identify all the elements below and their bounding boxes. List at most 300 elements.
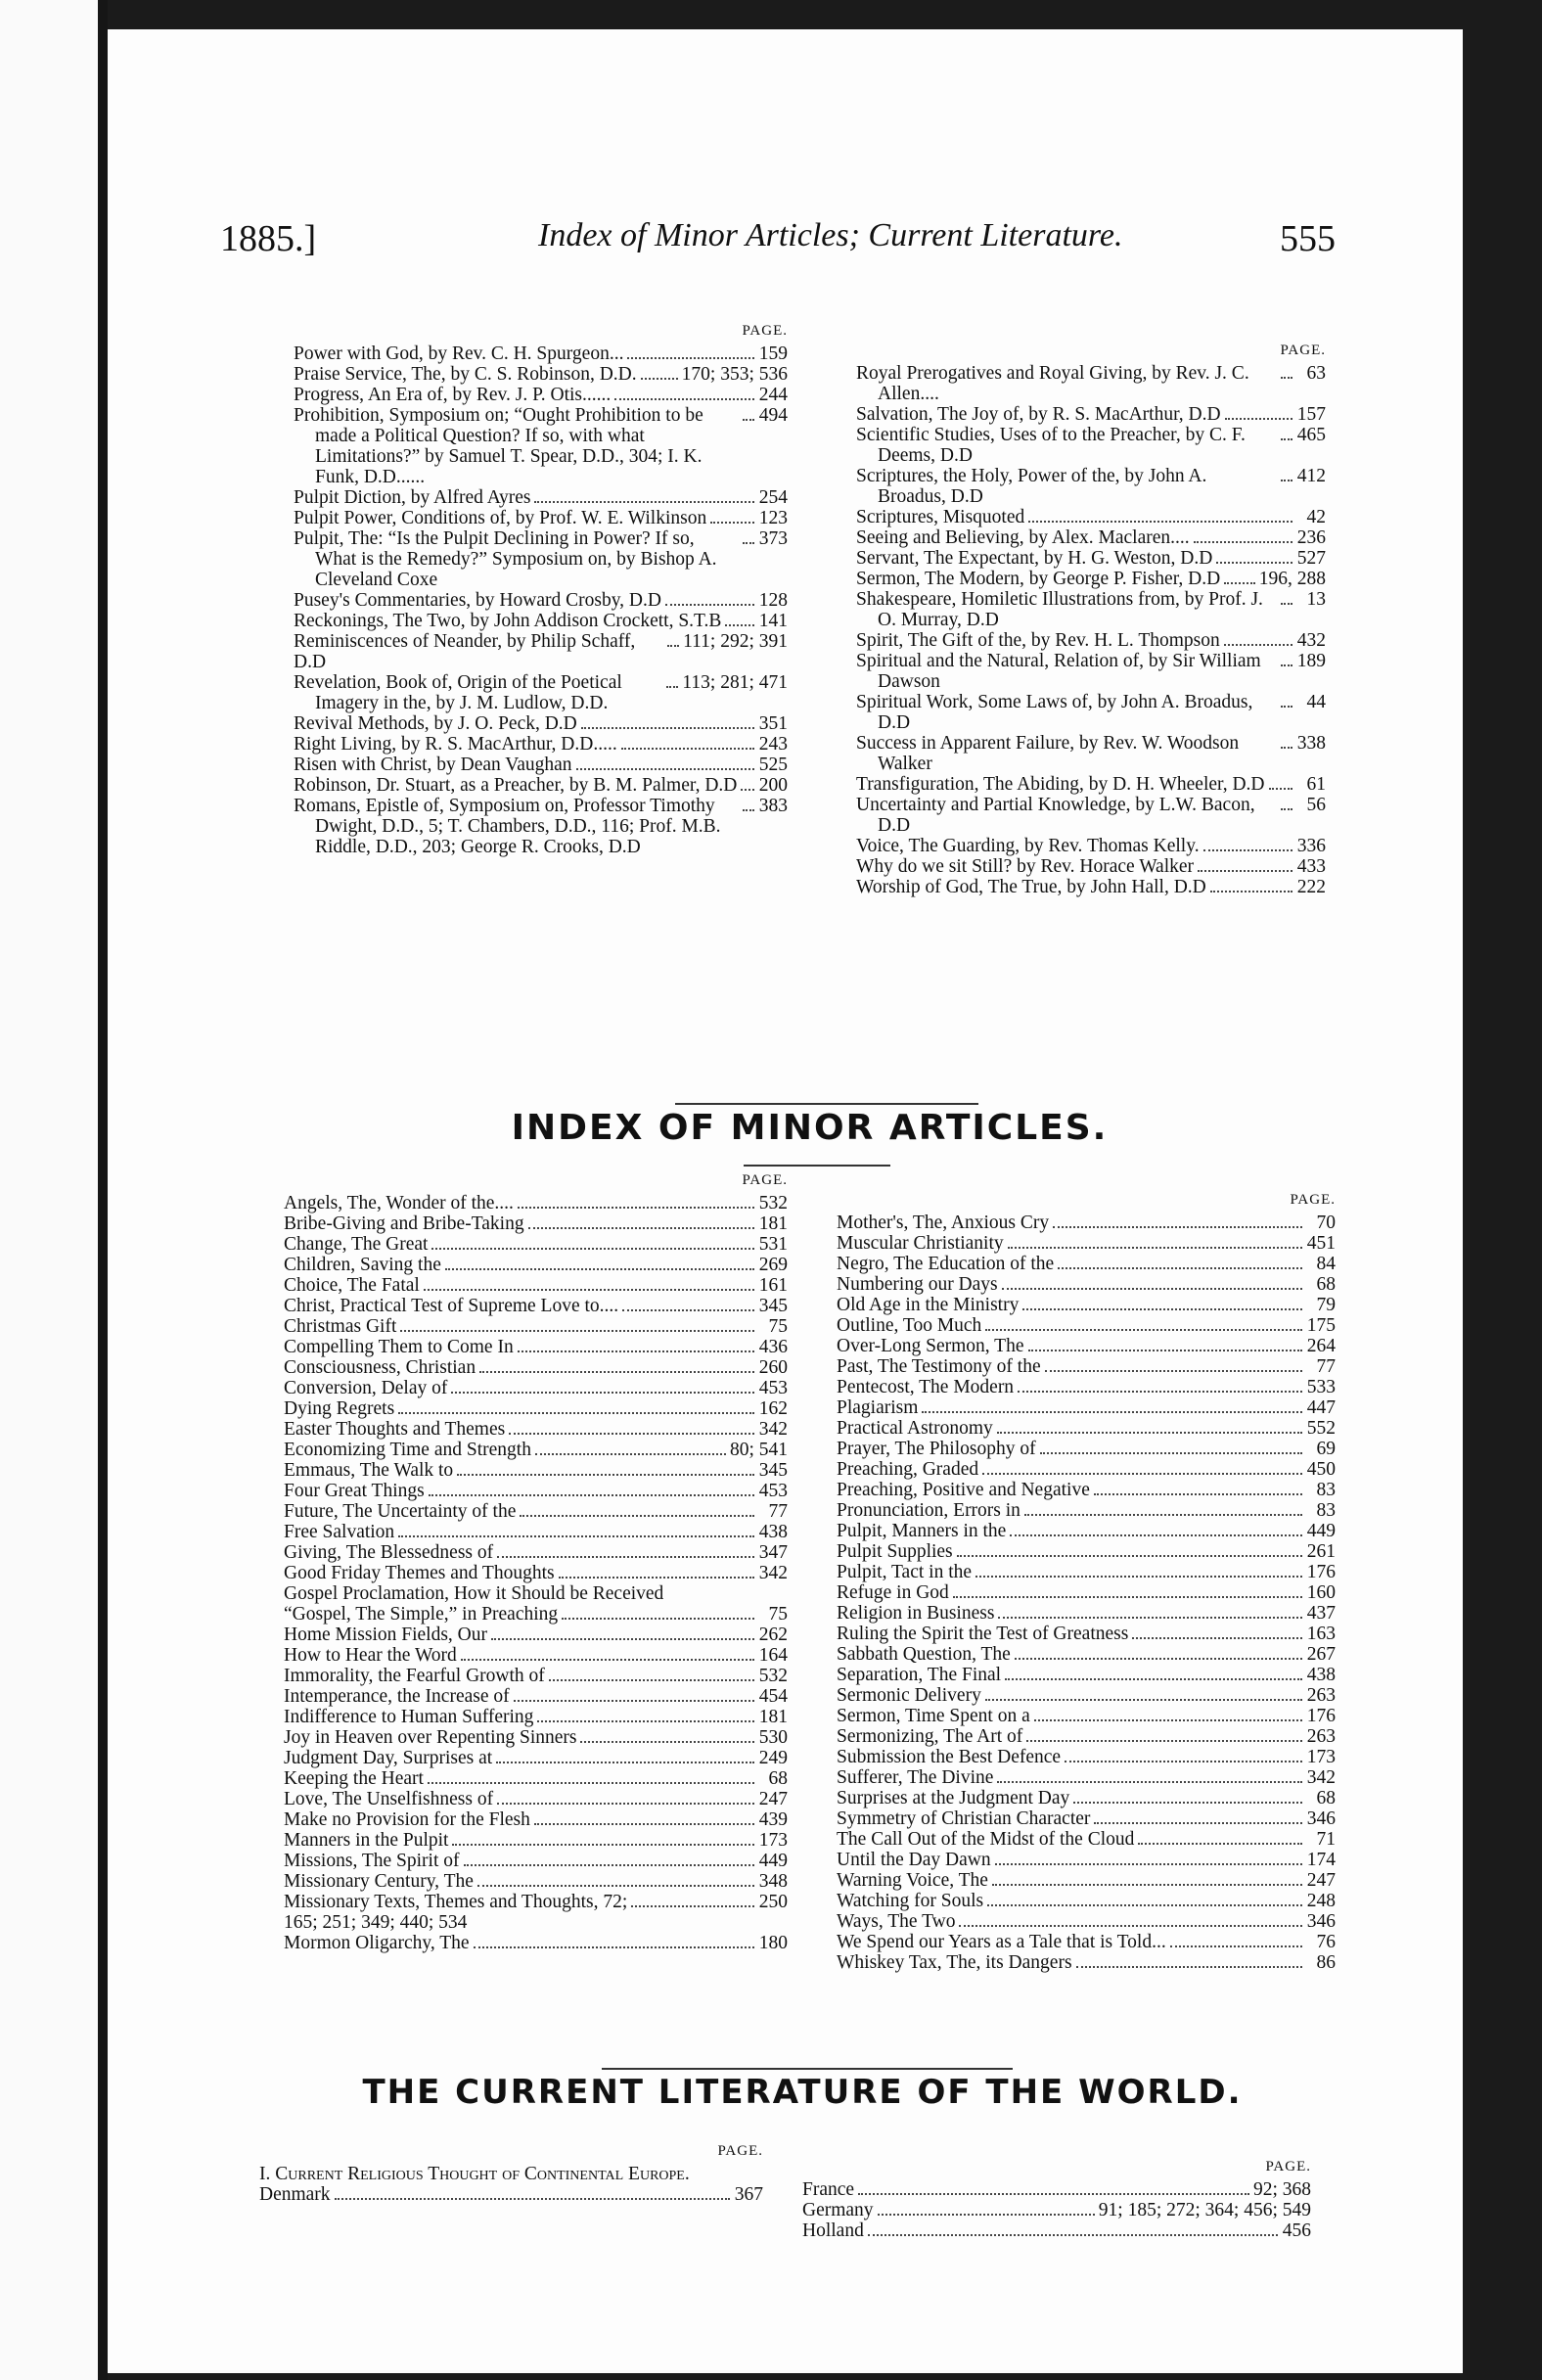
dot-leader	[1018, 1391, 1302, 1393]
entry-title: Angels, The, Wonder of the....	[284, 1193, 514, 1213]
entry-page-ref: 77	[1316, 1356, 1336, 1377]
entry-title: Transfiguration, The Abiding, by D. H. Wheeler, D.D	[856, 774, 1265, 795]
dot-leader	[428, 1782, 754, 1784]
index-entry	[837, 1726, 1336, 1747]
index-entry	[284, 1378, 788, 1398]
entry-page-ref: 91; 185; 272; 364; 456; 549	[1098, 2200, 1311, 2220]
section-rule	[744, 1165, 890, 1167]
dot-leader	[479, 1371, 754, 1373]
entry-title: Seeing and Believing, by Alex. Maclaren....	[856, 527, 1190, 548]
dot-leader	[666, 686, 678, 688]
entry-title: Conversion, Delay of	[284, 1378, 448, 1398]
entry-page-ref: 263	[1306, 1726, 1336, 1747]
index-entry	[284, 1892, 788, 1912]
index-entry	[284, 1255, 788, 1275]
dot-leader	[445, 1268, 754, 1270]
entry-title: Prohibition, Symposium on; “Ought Prohibition to be made a Political Question? If so, with what Limitations?” by Samuel T. Spear, D.D., 304; I. K. Funk, D.D......	[294, 405, 703, 487]
entry-page-ref: 196, 288	[1258, 569, 1326, 589]
entry-page-ref: 181	[758, 1707, 788, 1727]
dot-leader	[1076, 1966, 1302, 1968]
entry-page-ref: 173	[1306, 1747, 1336, 1767]
page-column-label: PAGE.	[742, 1172, 788, 1188]
entry-title: Pulpit, The: “Is the Pulpit Declining in Power? If so, What is the Remedy?” Symposium on, by Bishop A. Cleveland Coxe	[294, 528, 717, 590]
dot-leader	[614, 398, 754, 400]
index-entry	[284, 1625, 788, 1645]
entry-page-ref: 532	[758, 1193, 788, 1213]
entry-title: Past, The Testimony of the	[837, 1356, 1041, 1377]
entry-list	[856, 363, 1326, 897]
dot-leader	[627, 357, 754, 359]
entry-page-ref: 451	[1306, 1233, 1336, 1254]
entry-title: Pulpit, Manners in the	[837, 1521, 1007, 1541]
entry-title: Sufferer, The Divine	[837, 1767, 994, 1788]
index-entry	[294, 713, 788, 734]
index-entry	[284, 1337, 788, 1357]
index-entry	[837, 1500, 1336, 1521]
entry-page-ref: 348	[758, 1871, 788, 1892]
index-entry	[837, 1788, 1336, 1808]
dot-leader	[1132, 1637, 1302, 1639]
index-entry	[284, 1213, 788, 1234]
dot-leader	[953, 1596, 1302, 1598]
entry-title: Immorality, the Fearful Growth of	[284, 1666, 545, 1686]
index-entry	[856, 630, 1326, 651]
entry-page-ref: 69	[1316, 1439, 1336, 1459]
index-entry	[284, 1275, 788, 1296]
entry-page-ref: 525	[758, 755, 788, 775]
dot-leader	[1024, 1514, 1302, 1516]
entry-page-ref: 222	[1296, 877, 1326, 897]
entry-title: Spirit, The Gift of the, by Rev. H. L. Thompson	[856, 630, 1220, 651]
dot-leader	[1203, 849, 1293, 851]
dot-leader	[1008, 1247, 1302, 1249]
upper-left-column	[294, 323, 788, 857]
index-entry	[284, 1481, 788, 1501]
dot-leader	[1225, 418, 1293, 420]
entry-title: Missions, The Spirit of	[284, 1851, 460, 1871]
dot-leader	[1269, 788, 1293, 790]
dot-leader	[464, 1864, 755, 1866]
index-entry	[284, 1830, 788, 1851]
dot-leader	[457, 1474, 754, 1476]
page-column-label: PAGE.	[1265, 2159, 1311, 2174]
dot-leader	[496, 1762, 754, 1763]
entry-page-ref: 83	[1316, 1480, 1336, 1500]
entry-page-ref: 346	[1306, 1911, 1336, 1932]
index-entry	[294, 734, 788, 755]
entry-title: Warning Voice, The	[837, 1870, 988, 1891]
dot-leader	[514, 1700, 754, 1702]
entry-title: I. Current Religious Thought of Continental Europe.	[259, 2164, 690, 2184]
dot-leader	[1224, 644, 1293, 646]
index-entry	[837, 1295, 1336, 1315]
dot-leader	[1005, 1678, 1302, 1680]
index-entry	[294, 631, 788, 672]
section-rule	[675, 1103, 978, 1105]
dot-leader	[528, 1227, 754, 1229]
dot-leader	[1281, 706, 1293, 708]
index-entry	[837, 1377, 1336, 1397]
entry-title: Compelling Them to Come In	[284, 1337, 514, 1357]
index-entry	[284, 1707, 788, 1727]
entry-page-ref: 157	[1296, 404, 1326, 425]
entry-page-ref: 248	[1306, 1891, 1336, 1911]
index-entry	[294, 672, 788, 713]
entry-page-ref: 75	[768, 1604, 788, 1625]
index-entry	[284, 1563, 788, 1583]
dot-leader	[580, 1741, 754, 1743]
entry-page-ref: 373	[758, 528, 788, 549]
entry-page-ref: 244	[758, 385, 788, 405]
index-entry	[856, 692, 1326, 733]
entry-page-ref: 141	[758, 611, 788, 631]
index-entry	[837, 1480, 1336, 1500]
dot-leader	[1281, 808, 1293, 810]
index-entry	[856, 507, 1326, 527]
entry-title: Dying Regrets	[284, 1398, 395, 1419]
dot-leader	[878, 2214, 1095, 2216]
page-column-label: PAGE.	[1290, 1192, 1336, 1208]
entry-title: Salvation, The Joy of, by R. S. MacArthur, D.D	[856, 404, 1221, 425]
entry-title: Revelation, Book of, Origin of the Poetical Imagery in the, by J. M. Ludlow, D.D.	[294, 672, 622, 713]
entry-page-ref: 175	[1306, 1315, 1336, 1336]
index-entry	[837, 1336, 1336, 1356]
dot-leader	[1022, 1308, 1302, 1310]
dot-leader	[1198, 870, 1293, 872]
index-entry	[837, 1644, 1336, 1665]
index-entry	[837, 1747, 1336, 1767]
dot-leader	[998, 1617, 1302, 1619]
entry-title: Sabbath Question, The	[837, 1644, 1011, 1665]
index-entry	[837, 1829, 1336, 1850]
dot-leader	[398, 1535, 754, 1537]
entry-title: We Spend our Years as a Tale that is Told...	[837, 1932, 1166, 1952]
index-entry	[837, 1233, 1336, 1254]
index-entry	[856, 404, 1326, 425]
entry-page-ref: 83	[1316, 1500, 1336, 1521]
entry-list	[802, 2179, 1311, 2241]
entry-title: Pulpit Power, Conditions of, by Prof. W. E. Wilkinson	[294, 508, 707, 528]
entry-page-ref: 113; 281; 471	[682, 672, 788, 693]
entry-title: Risen with Christ, by Dean Vaughan	[294, 755, 572, 775]
index-entry	[802, 2200, 1311, 2220]
index-entry	[284, 1666, 788, 1686]
index-entry	[837, 1459, 1336, 1480]
entry-title: Success in Apparent Failure, by Rev. W. Woodson Walker	[856, 733, 1240, 774]
dot-leader	[576, 768, 754, 770]
entry-title: Royal Prerogatives and Royal Giving, by Rev. J. C. Allen....	[856, 363, 1249, 404]
entry-title: Robinson, Dr. Stuart, as a Preacher, by B. M. Palmer, D.D	[294, 775, 738, 796]
index-entry	[856, 527, 1326, 548]
dot-leader	[518, 1350, 754, 1352]
dot-leader	[1281, 377, 1293, 379]
entry-title: Practical Astronomy	[837, 1418, 993, 1439]
dot-leader	[985, 1699, 1302, 1701]
dot-leader	[452, 1844, 754, 1846]
entry-title: Children, Saving the	[284, 1255, 441, 1275]
entry-page-ref: 436	[758, 1337, 788, 1357]
entry-page-ref: 243	[758, 734, 788, 755]
entry-page-ref: 42	[1306, 507, 1326, 527]
entry-page-ref: 174	[1306, 1850, 1336, 1870]
dot-leader	[743, 809, 754, 811]
dot-leader	[461, 1659, 754, 1661]
entry-title: Sermon, Time Spent on a	[837, 1706, 1030, 1726]
entry-title: Reminiscences of Neander, by Philip Schaff, D.D	[294, 631, 636, 672]
entry-page-ref: 68	[1316, 1788, 1336, 1808]
index-entry	[284, 1768, 788, 1789]
entry-page-ref: 454	[758, 1686, 788, 1707]
entry-page-ref: 345	[758, 1296, 788, 1316]
index-entry	[837, 1952, 1336, 1973]
entry-title: Choice, The Fatal	[284, 1275, 420, 1296]
dot-leader	[509, 1433, 754, 1435]
entry-page-ref: 70	[1316, 1213, 1336, 1233]
dot-leader	[1281, 664, 1293, 666]
entry-page-ref: 44	[1306, 692, 1326, 712]
entry-page-ref: 176	[1306, 1562, 1336, 1582]
index-entry	[837, 1397, 1336, 1418]
index-entry	[284, 1316, 788, 1337]
entry-page-ref: 249	[758, 1748, 788, 1768]
entry-title: Separation, The Final	[837, 1665, 1002, 1685]
dot-leader	[429, 1494, 754, 1496]
entry-title: Ruling the Spirit the Test of Greatness	[837, 1624, 1129, 1644]
entry-title: Uncertainty and Partial Knowledge, by L.W. Bacon, D.D	[856, 795, 1255, 836]
entry-page-ref: 68	[768, 1768, 788, 1789]
dot-leader	[641, 378, 678, 380]
entry-title: Joy in Heaven over Repenting Sinners	[284, 1727, 577, 1748]
index-entry	[837, 1439, 1336, 1459]
page-margin-left	[0, 0, 98, 2380]
dot-leader	[622, 1309, 754, 1311]
dot-leader	[1073, 1802, 1302, 1804]
dot-leader	[1026, 1740, 1302, 1742]
entry-page-ref: 432	[1296, 630, 1326, 651]
entry-title: Plagiarism	[837, 1397, 919, 1418]
dot-leader	[1281, 480, 1293, 481]
entry-page-ref: 347	[758, 1542, 788, 1563]
entry-page-ref: 552	[1306, 1418, 1336, 1439]
index-entry	[294, 405, 788, 487]
current-left-column	[259, 2143, 763, 2205]
entry-page-ref: 63	[1306, 363, 1326, 384]
index-entry	[856, 548, 1326, 569]
index-entry	[284, 1912, 788, 1933]
dot-leader	[1216, 562, 1293, 564]
entry-page-ref: 61	[1306, 774, 1326, 795]
dot-leader	[922, 1411, 1302, 1413]
index-entry	[837, 1254, 1336, 1274]
entry-title: Spiritual Work, Some Laws of, by John A. Broadus, D.D	[856, 692, 1253, 733]
entry-title: Romans, Epistle of, Symposium on, Professor Timothy Dwight, D.D., 5; T. Chambers, D.D., 116; Prof. M.B. Riddle, D.D., 203; George R. Crooks, D.D	[294, 796, 721, 857]
page-column-label: PAGE.	[717, 2143, 763, 2159]
entry-title: Free Salvation	[284, 1522, 395, 1542]
entry-title: Pronunciation, Errors in	[837, 1500, 1020, 1521]
entry-page-ref: 260	[758, 1357, 788, 1378]
index-entry	[284, 1234, 788, 1255]
entry-page-ref: 532	[758, 1666, 788, 1686]
index-entry	[856, 651, 1326, 692]
entry-title: Negro, The Education of the	[837, 1254, 1055, 1274]
dot-leader	[451, 1392, 754, 1394]
entry-title: Love, The Unselfishness of	[284, 1789, 494, 1809]
entry-title: “Gospel, The Simple,” in Preaching	[284, 1604, 559, 1625]
entry-title: Christ, Practical Test of Supreme Love to....	[284, 1296, 619, 1316]
dot-leader	[520, 1515, 754, 1517]
entry-title: Old Age in the Ministry	[837, 1295, 1020, 1315]
entry-page-ref: 79	[1316, 1295, 1336, 1315]
entry-title: Economizing Time and Strength	[284, 1440, 531, 1460]
index-entry	[837, 1685, 1336, 1706]
index-entry	[259, 2184, 763, 2205]
entry-page-ref: 264	[1306, 1336, 1336, 1356]
index-entry	[284, 1296, 788, 1316]
dot-leader	[1015, 1658, 1302, 1660]
entry-title: Power with God, by Rev. C. H. Spurgeon...	[294, 343, 624, 364]
index-entry	[856, 856, 1326, 877]
index-entry	[837, 1274, 1336, 1295]
index-entry	[837, 1706, 1336, 1726]
index-entry	[856, 466, 1326, 507]
dot-leader	[1281, 603, 1293, 605]
index-entry	[294, 590, 788, 611]
entry-page-ref: 438	[758, 1522, 788, 1542]
entry-title: Emmaus, The Walk to	[284, 1460, 454, 1481]
index-entry	[856, 733, 1326, 774]
index-entry	[294, 487, 788, 508]
entry-page-ref: 128	[758, 590, 788, 611]
index-entry	[837, 1665, 1336, 1685]
index-entry	[284, 1727, 788, 1748]
dot-leader	[431, 1248, 754, 1250]
dot-leader	[1194, 541, 1293, 543]
dot-leader	[491, 1638, 754, 1640]
index-entry	[294, 385, 788, 405]
entry-page-ref: 494	[758, 405, 788, 426]
index-entry	[837, 1603, 1336, 1624]
dot-leader	[1170, 1945, 1302, 1947]
index-entry	[837, 1870, 1336, 1891]
entry-page-ref: 176	[1306, 1706, 1336, 1726]
entry-page-ref: 68	[1316, 1274, 1336, 1295]
dot-leader	[398, 1412, 754, 1414]
entry-title: Whiskey Tax, The, its Dangers	[837, 1952, 1072, 1973]
entry-title: Surprises at the Judgment Day	[837, 1788, 1070, 1808]
entry-page-ref: 438	[1306, 1665, 1336, 1685]
dot-leader	[518, 1207, 754, 1209]
dot-leader	[665, 604, 754, 606]
entry-title: Four Great Things	[284, 1481, 425, 1501]
entry-title: How to Hear the Word	[284, 1645, 457, 1666]
dot-leader	[992, 1884, 1302, 1886]
entry-title: Scriptures, the Holy, Power of the, by John A. Broadus, D.D	[856, 466, 1207, 507]
entry-title: Pusey's Commentaries, by Howard Crosby, D.D	[294, 590, 661, 611]
entry-page-ref: 267	[1306, 1644, 1336, 1665]
index-entry	[837, 1850, 1336, 1870]
entry-title: Watching for Souls	[837, 1891, 984, 1911]
minor-left-column	[284, 1172, 788, 1953]
index-entry	[284, 1851, 788, 1871]
index-entry	[284, 1686, 788, 1707]
dot-leader	[1028, 1350, 1303, 1351]
index-entry	[284, 1748, 788, 1768]
entry-page-ref: 261	[1306, 1541, 1336, 1562]
entry-page-ref: 159	[758, 343, 788, 364]
index-entry	[837, 1582, 1336, 1603]
entry-page-ref: 449	[758, 1851, 788, 1871]
entry-title: Praise Service, The, by C. S. Robinson, D.D.	[294, 364, 637, 385]
entry-page-ref: 111; 292; 391	[683, 631, 788, 652]
entry-page-ref: 412	[1296, 466, 1326, 486]
entry-page-ref: 262	[758, 1625, 788, 1645]
entry-page-ref: 170; 353; 536	[681, 364, 788, 385]
entry-page-ref: 453	[758, 1481, 788, 1501]
index-entry	[837, 1808, 1336, 1829]
dot-leader	[743, 419, 754, 421]
index-entry	[837, 1541, 1336, 1562]
index-entry	[284, 1809, 788, 1830]
entry-title: Easter Thoughts and Themes	[284, 1419, 506, 1440]
dot-leader	[1065, 1761, 1302, 1762]
entry-title: Spiritual and the Natural, Relation of, by Sir William Dawson	[856, 651, 1261, 692]
index-entry	[284, 1398, 788, 1419]
dot-leader	[534, 1823, 754, 1825]
entry-page-ref: 450	[1306, 1459, 1336, 1480]
entry-title: Prayer, The Philosophy of	[837, 1439, 1036, 1459]
section-rule	[602, 2068, 1013, 2070]
dot-leader	[975, 1576, 1302, 1578]
entry-page-ref: 367	[734, 2184, 763, 2205]
dot-leader	[997, 1781, 1302, 1783]
dot-leader	[743, 542, 754, 544]
entry-title: Reckonings, The Two, by John Addison Crockett, S.T.B	[294, 611, 722, 631]
upper-right-column	[856, 343, 1326, 897]
index-entry	[294, 343, 788, 364]
entry-title: Sermonizing, The Art of	[837, 1726, 1023, 1747]
entry-title: Numbering our Days	[837, 1274, 998, 1295]
dot-leader	[474, 1946, 754, 1948]
page-column-label: PAGE.	[742, 323, 788, 339]
entry-page-ref: 269	[758, 1255, 788, 1275]
dot-leader	[1210, 891, 1293, 892]
index-entry	[284, 1604, 788, 1625]
minor-articles-title: INDEX OF MINOR ARTICLES.	[511, 1108, 1109, 1148]
entry-title: Pentecost, The Modern	[837, 1377, 1015, 1397]
index-entry	[837, 1767, 1336, 1788]
dot-leader	[1224, 582, 1255, 584]
current-literature-title: THE CURRENT LITERATURE OF THE WORLD.	[362, 2073, 1243, 2112]
entry-page-ref: 250	[758, 1892, 788, 1912]
entry-page-ref: 531	[758, 1234, 788, 1255]
dot-leader	[667, 645, 679, 647]
entry-page-ref: 86	[1316, 1952, 1336, 1973]
current-right-column	[802, 2159, 1311, 2241]
dot-leader	[581, 727, 754, 729]
entry-page-ref: 439	[758, 1809, 788, 1830]
index-entry	[284, 1645, 788, 1666]
entry-page-ref: 433	[1296, 856, 1326, 877]
entry-page-ref: 254	[758, 487, 788, 508]
dot-leader	[477, 1885, 754, 1887]
entry-page-ref: 80; 541	[729, 1440, 788, 1460]
dot-leader	[868, 2234, 1278, 2236]
entry-title: Keeping the Heart	[284, 1768, 424, 1789]
index-entry	[837, 1356, 1336, 1377]
dot-leader	[400, 1330, 754, 1332]
entry-page-ref: 449	[1306, 1521, 1336, 1541]
entry-title: Good Friday Themes and Thoughts	[284, 1563, 555, 1583]
